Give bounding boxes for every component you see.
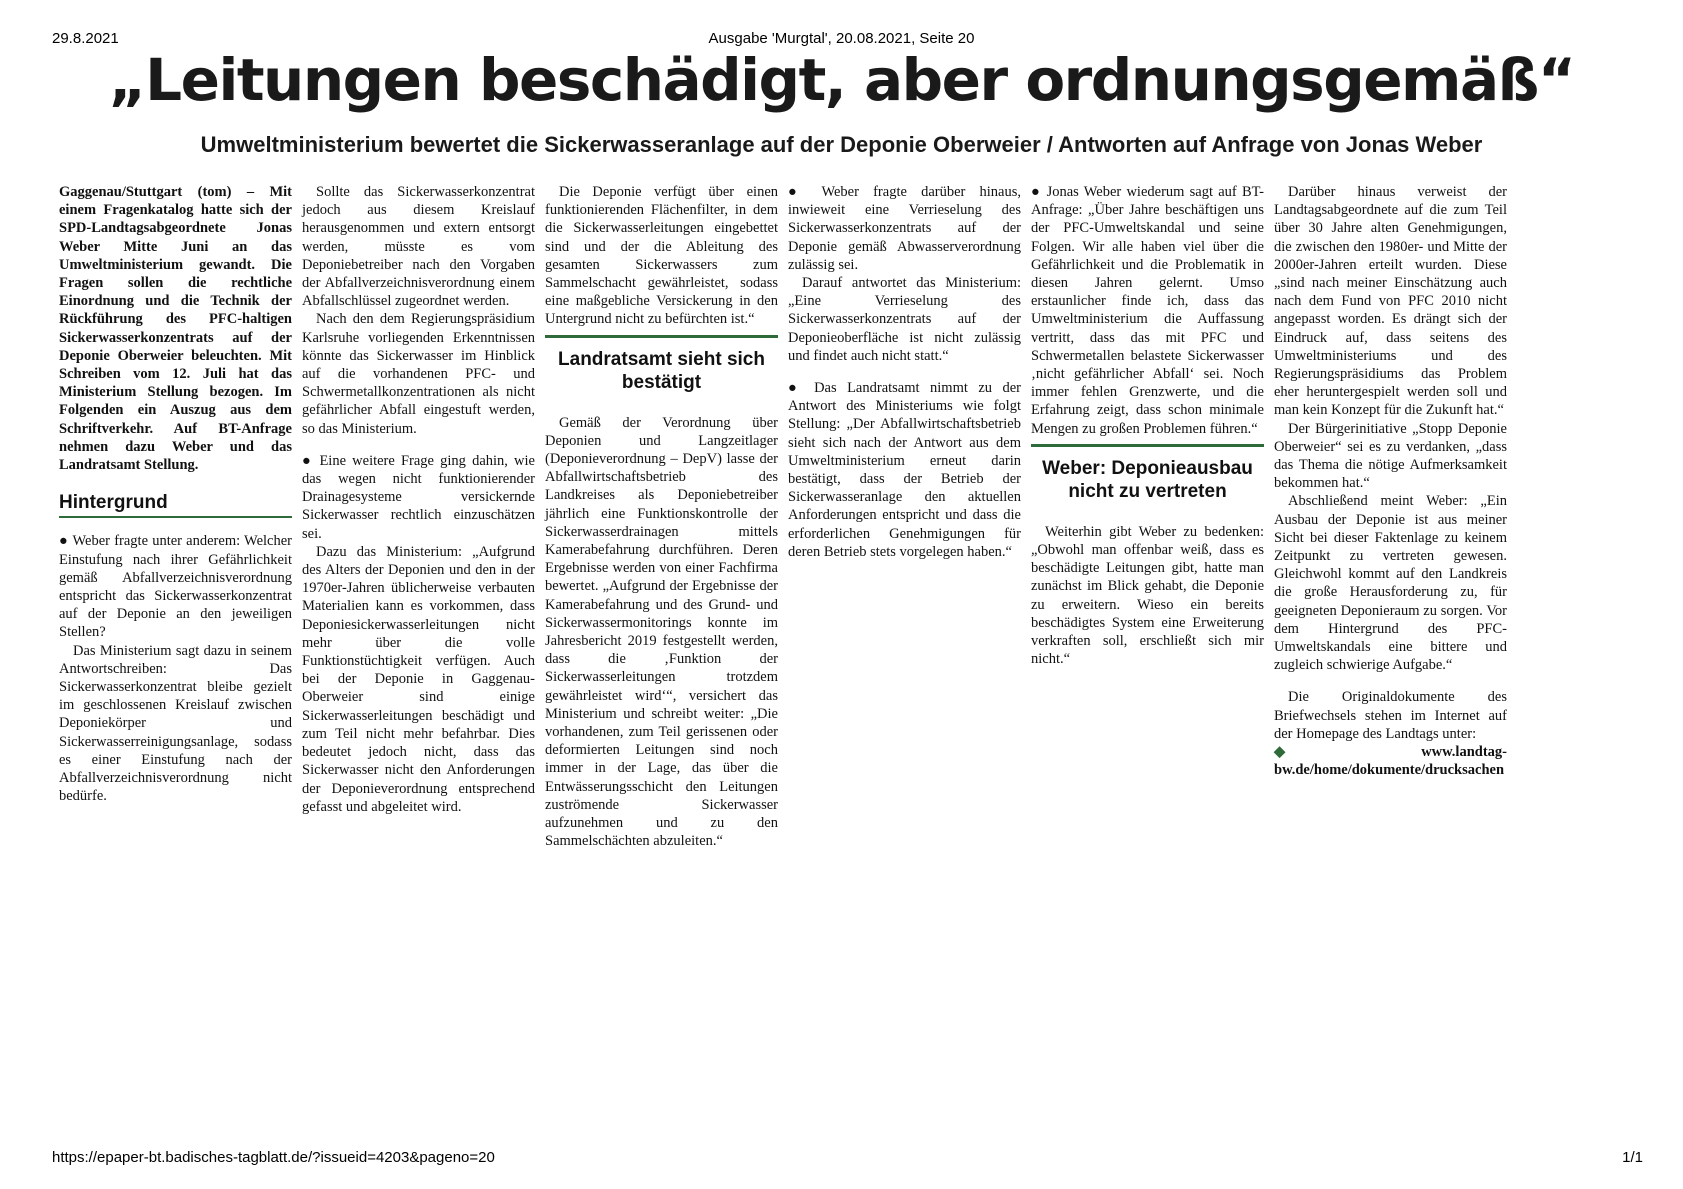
article-column-1	[59, 183, 292, 806]
paragraph-question-2: ● Eine weitere Frage ging dahin, wie das wegen nicht funktionierender Drainagesysteme versickernde Sickerwasser rechtlich einzuschätzen sei.	[302, 452, 535, 543]
paragraph-13: Weiterhin gibt Weber zu bedenken: „Obwohl man offenbar weiß, dass es beschädigte Leitungen gibt, hatte man zunächst im Blick gehabt, die Deponie zu erweitern. Wieso ein bereits beschädigtes System eine Erweiterung verkraften soll, erschließt sich mir nicht.“	[1031, 523, 1264, 668]
article-column-4	[788, 183, 1021, 561]
article-column-5	[1031, 183, 1264, 668]
paragraph-4: Nach den dem Regierungspräsidium Karlsruhe vorliegenden Erkenntnissen könnte das Sickerwasser im Hinblick auf die vorhandenen PFC- und Schwermetallkonzentrationen als nicht gefährlicher Abfall eingestuft werden, so das Ministerium.	[302, 311, 535, 437]
section-heading-hintergrund: Hintergrund	[59, 474, 292, 518]
paragraph-landratsamt: ● Das Landratsamt nimmt zu der Antwort des Ministeriums wie folgt Stellung: „Der Abfallwirtschaftsbetrieb sieht sich nach der Antwort aus dem Umweltministerium erneut darin bestätigt, dass der Betrieb der Sickerwasseranlage den aktuellen Anforderungen entspricht und dass die erforderlichen Genehmigungen für deren Betrieb stets vorgelegen haben.“	[788, 379, 1021, 561]
box-heading-landratsamt: Landratsamt sieht sich bestätigt	[545, 335, 778, 402]
paragraph-question-3: ● Weber fragte darüber hinaus, inwieweit eine Verrieselung des Sickerwasserkonzentrats auf der Deponie gemäß Abwasserverordnung zulässig sei.	[788, 183, 1021, 274]
article-lead: Gaggenau/Stuttgart (tom) – Mit einem Fragenkatalog hatte sich der SPD-Landtagsabgeordnete Jonas Weber Mitte Juni an das Umweltministerium gewandt. Die Fragen sollen die rechtliche Einordnung und die Technik der Rückführung des PFC-haltigen Sickerwasserkonzentrats auf der Deponie Oberweier beleuchten. Mit Schreiben vom 12. Juli hat das Ministerium Stellung bezogen. Im Folgenden ein Auszug aus dem Schriftverkehr. Auf BT-Anfrage nehmen dazu Weber und das Landratsamt Stellung.	[59, 184, 292, 474]
print-date: 29.8.2021	[52, 30, 119, 47]
paragraph-answer-3: Darauf antwortet das Ministerium: „Eine Verrieselung des Sickerwasserkonzentrats auf der Deponieoberfläche ist nicht zulässig und findet auch nicht statt.“	[788, 275, 1021, 364]
paragraph-question-1: ● Weber fragte unter anderem: Welcher Einstufung nach ihrer Gefährlichkeit gemäß Abfallverzeichnisverordnung entspricht das Sickerwasserkonzentrat auf der Deponie an den jeweiligen Stellen?	[59, 532, 292, 641]
paragraph-answer-1: Das Ministerium sagt dazu in seinem Antwortschreiben: Das Sickerwasserkonzentrat bleibe gezielt im geschlossenen Kreislauf zwischen Deponiekörper und Sickerwasserreinigungsanlage, sodass es einer Einstufung nach der Abfallverzeichnisverordnung nicht bedürfe.	[59, 642, 292, 805]
article-column-6	[1274, 183, 1507, 780]
paragraph-3: Sollte das Sickerwasserkonzentrat jedoch aus diesem Kreislauf herausgenommen und extern entsorgt werden, müsste es vom Deponiebetreiber nach den Vorgaben der Abfallverzeichnisverordnung einem Abfallschlüssel zugeordnet werden.	[302, 184, 535, 310]
landtag-link-text[interactable]: www.landtag-bw.de/home/dokumente/drucksachen	[1274, 744, 1507, 779]
paragraph-14: Darüber hinaus verweist der Landtagsabgeordnete auf die zum Teil über 30 Jahre alten Genehmigungen, die zwischen den 1980er- und Mitte der 2000er-Jahren erteilt wurden. Diese „sind nach meiner Einschätzung auch nach dem Fund von PFC 2010 nicht angepasst worden. Es drängt sich der Eindruck auf, dass seitens des Umweltministeriums und des Regierungspräsidiums das Problem eher heruntergespielt werden soll und man kein Konzept für die Zukunft hat.“	[1274, 184, 1507, 419]
page-url: https://epaper-bt.badisches-tagblatt.de/?issueid=4203&pageno=20	[52, 1149, 495, 1166]
box-heading-weber: Weber: Deponieausbau nicht zu vertreten	[1031, 444, 1264, 511]
article-headline: „Leitungen beschädigt, aber ordnungsgemäß“	[108, 46, 1575, 114]
article-column-3	[545, 183, 778, 851]
edition-info: Ausgabe 'Murgtal', 20.08.2021, Seite 20	[708, 30, 975, 47]
page-count: 1/1	[1622, 1149, 1643, 1166]
paragraph-8: Gemäß der Verordnung über Deponien und Langzeitlager (Deponieverordnung – DepV) lasse der Abfallwirtschaftsbetrieb des Landkreises als Deponiebetreiber jährlich eine Funktionskontrolle der Sickerwasserdrainagen mittels Kamerabefahrung durchführen. Deren Ergebnisse werden von einer Fachfirma bewertet. „Aufgrund der Ergebnisse der Kamerabefahrung und des Grund- und Sickerwassermonitorings konnte im Jahresbericht 2019 festgestellt werden, dass die ‚Funktion der Sickerwasserleitungen trotzdem gewährleistet wird‘“, versichert das Ministerium und schreibt weiter: „Die vorhandenen, zum Teil gerissenen oder deformierten Leitungen sind noch immer in der Lage, das über die Entwässerungsschicht den Leitungen zuströmende Sickerwasser aufzunehmen und zu den Sammelschächten abzuleiten.“	[545, 414, 778, 850]
paragraph-weber-statement: ● Jonas Weber wiederum sagt auf BT-Anfrage: „Über Jahre beschäftigen uns der PFC-Umweltskandal und seine Folgen. Wir alle haben viel über die Gefährlichkeit und die Problematik in diesen Jahren gelernt. Umso erstaunlicher finde ich, dass das Umweltministerium die Auffassung vertritt, dass das mit PFC und Schwermetallen belastete Sickerwasser ‚nicht gefährlicher Abfall‘ sei. Noch immer fehlen Grenzwerte, und die Erfahrung zeigt, dass schon minimale Mengen zu großen Problemen führen.“	[1031, 183, 1264, 438]
paragraph-answer-2: Dazu das Ministerium: „Aufgrund des Alters der Deponien und den in der 1970er-Jahren üblicherweise verbauten Materialien kann es vorkommen, dass Deponiesickerwasserleitungen nicht mehr über die volle Funktionstüchtigkeit verfügen. Auch bei der Deponie in Gaggenau-Oberweier sind einige Sickerwasserleitungen beschädigt und zum Teil nicht mehr befahrbar. Dies bedeutet jedoch nicht, dass das Sickerwasser nicht den Anforderungen der Deponieverordnung entsprechend gefasst und abgeleitet wird.	[302, 543, 535, 815]
paragraph-17: Die Originaldokumente des Briefwechsels stehen im Internet auf der Homepage des Landtags unter:	[1274, 689, 1507, 742]
landtag-link[interactable]	[1274, 743, 1507, 779]
paragraph-16: Abschließend meint Weber: „Ein Ausbau der Deponie ist aus meiner Sicht bei dieser Faktenlage zu keinem Zeitpunkt zu vertreten gewesen. Gleichwohl kommt auf den Landkreis die große Herausforderung zu, für geeigneten Deponieraum zu sorgen. Vor dem Hintergrund des PFC-Umweltskandals eine bittere und zugleich schwierige Aufgabe.“	[1274, 493, 1507, 674]
article-column-2	[302, 183, 535, 816]
article-subheadline: Umweltministerium bewertet die Sickerwasseranlage auf der Deponie Oberweier / Antworten auf Anfrage von Jonas Weber	[200, 132, 1483, 157]
diamond-icon: ◆	[1274, 744, 1352, 761]
paragraph-15: Der Bürgerinitiative „Stopp Deponie Oberweier“ sei es zu verdanken, „dass das Thema die nötige Aufmerksamkeit bekommen hat.“	[1274, 420, 1507, 492]
paragraph-7: Die Deponie verfügt über einen funktionierenden Flächenfilter, in dem die Sickerwasserleitungen eingebettet sind und der die Ableitung des gesamten Sickerwassers zum Sammelschacht gewährleistet, sodass eine maßgebliche Versickerung in den Untergrund nicht zu befürchten ist.“	[545, 184, 778, 328]
